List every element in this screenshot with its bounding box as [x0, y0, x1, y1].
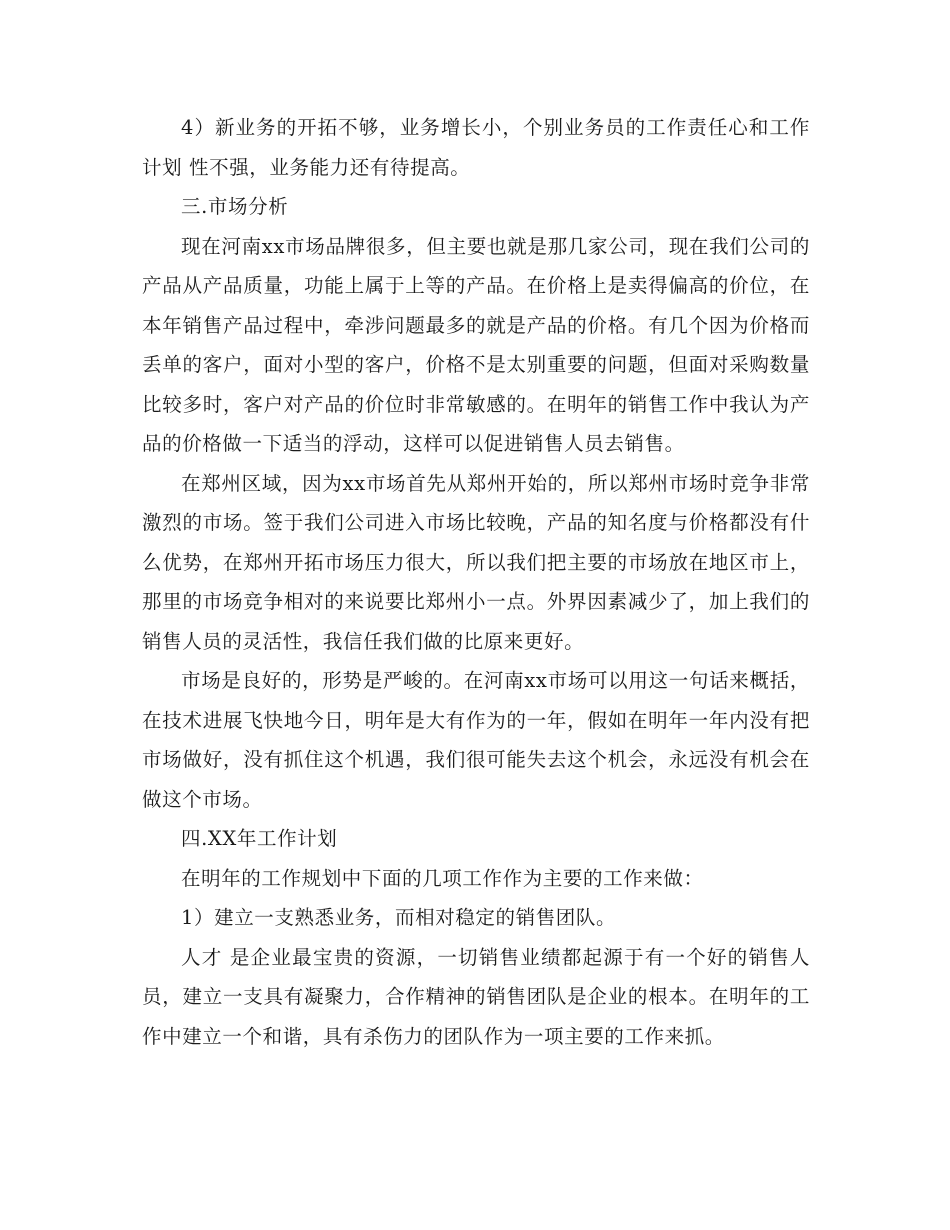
section-heading-work-plan: 四.XX年工作计划 [181, 827, 338, 850]
document-body [142, 108, 810, 1056]
paragraph-new-business-issue: 4）新业务的开拓不够，业务增长小，个别业务员的工作责任心和工作计划 性不强，业务能力还有待提高。 [142, 116, 810, 179]
paragraph-market-outlook: 市场是良好的，形势是严峻的。在河南xx市场可以用这一句话来概括，在技术进展飞快地今日，明年是大有作为的一年，假如在明年一年内没有把市场做好，没有抓住这个机遇，我们很可能失去这个机会，永远没有机会在做这个市场。 [142, 669, 810, 811]
paragraph-plan-intro: 在明年的工作规划中下面的几项工作作为主要的工作来做： [181, 866, 704, 890]
paragraph-henan-market: 现在河南xx市场品牌很多，但主要也就是那几家公司，现在我们公司的产品从产品质量，功能上属于上等的产品。在价格上是卖得偏高的价位，在本年销售产品过程中，牵涉问题最多的就是产品的价格。有几个因为价格而丢单的客户，面对小型的客户，价格不是太别重要的问题，但面对采购数量比较多时，客户对产品的价位时非常敏感的。在明年的销售工作中我认为产品的价格做一下适当的浮动，这样可以促进销售人员去销售。 [142, 234, 810, 455]
paragraph-zhengzhou-region: 在郑州区域，因为xx市场首先从郑州开始的，所以郑州市场时竞争非常激烈的市场。签于我们公司进入市场比较晚，产品的知名度与价格都没有什么优势，在郑州开拓市场压力很大，所以我们把主要的市场放在地区市上，那里的市场竞争相对的来说要比郑州小一点。外界因素减少了，加上我们的销售人员的灵活性，我信任我们做的比原来更好。 [142, 471, 810, 653]
paragraph-plan-item-1: 1）建立一支熟悉业务，而相对稳定的销售团队。 [181, 906, 617, 929]
paragraph-talent: 人才 是企业最宝贵的资源，一切销售业绩都起源于有一个好的销售人员，建立一支具有凝聚力，合作精神的销售团队是企业的根本。在明年的工作中建立一个和谐，具有杀伤力的团队作为一项主要的工作来抓。 [142, 945, 810, 1048]
section-heading-market-analysis: 三.市场分析 [181, 195, 289, 218]
